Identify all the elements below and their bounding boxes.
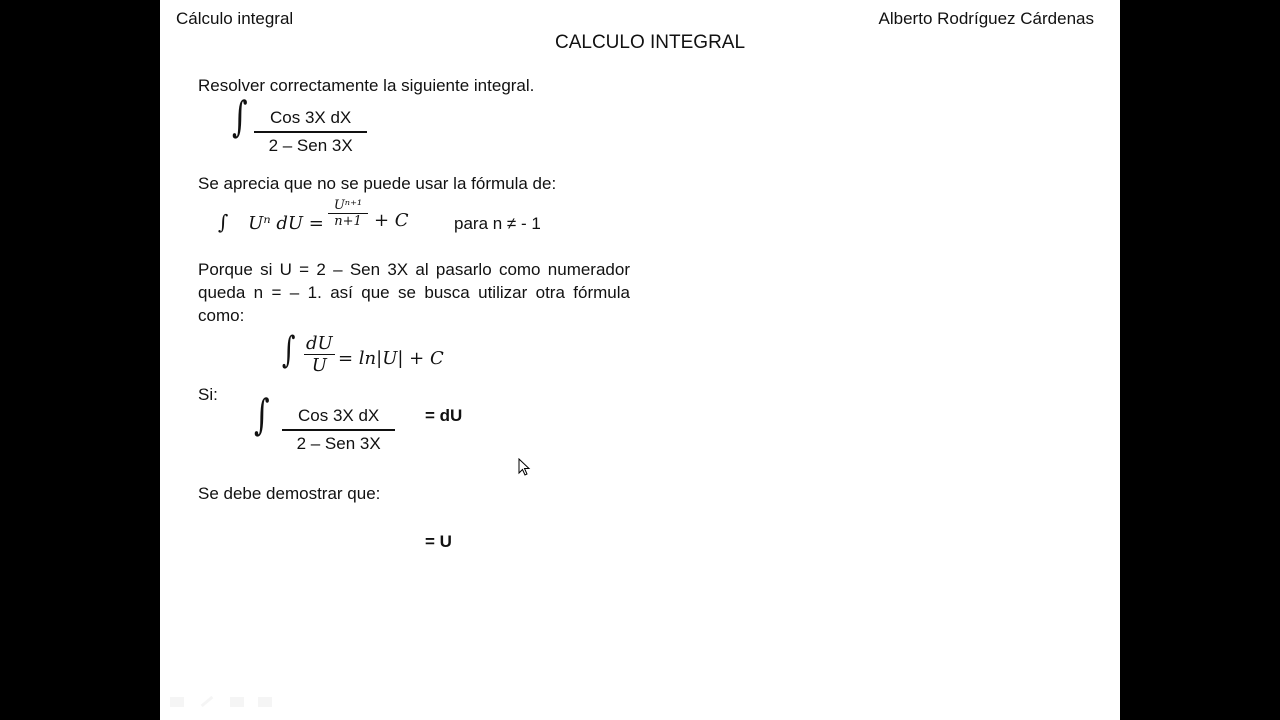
equals-u: = U xyxy=(425,532,452,551)
pen-icon[interactable] xyxy=(201,696,214,707)
integral-sign: ∫ xyxy=(232,93,248,142)
integral-fraction xyxy=(254,108,367,156)
integral-sign: ∫ xyxy=(282,330,296,372)
formula-constant: + C xyxy=(374,210,409,231)
header-right: Alberto Rodríguez Cárdenas xyxy=(878,9,1094,28)
slide xyxy=(160,0,1120,720)
slide-title: CALCULO INTEGRAL xyxy=(555,32,746,53)
denominator: 2 – Sen 3X xyxy=(268,136,353,155)
formula-power-rule: ∫ Uⁿ dU = xyxy=(218,210,324,234)
next-icon[interactable] xyxy=(258,697,272,707)
intro-text: Resolver correctamente la siguiente integral. xyxy=(198,76,535,95)
paragraph-3: Porque si U = 2 – Sen 3X al pasarlo como numerador queda n = – 1. así que se busca utilizar otra fórmula como: xyxy=(198,260,630,325)
paragraph-2: Se aprecia que no se puede usar la fórmula de: xyxy=(198,174,557,193)
power-fraction: Uⁿ⁺¹ n+1 xyxy=(328,198,368,229)
condition-text: para n ≠ - 1 xyxy=(454,214,541,233)
equals-du: = dU xyxy=(425,406,463,425)
previous-icon[interactable] xyxy=(170,697,184,707)
integral-fraction-2 xyxy=(282,406,395,454)
si-label: Si: xyxy=(198,385,218,404)
log-rhs: = ln|U| + C xyxy=(338,348,444,369)
mouse-cursor-icon xyxy=(518,458,532,478)
log-fraction: dU U xyxy=(306,333,333,376)
numerator: Cos 3X dX xyxy=(254,108,367,133)
denominator: 2 – Sen 3X xyxy=(296,434,381,453)
menu-icon[interactable] xyxy=(230,697,244,707)
numerator: Cos 3X dX xyxy=(282,406,395,431)
integral-sign: ∫ xyxy=(254,391,270,440)
paragraph-4: Se debe demostrar que: xyxy=(198,484,381,503)
header-left: Cálculo integral xyxy=(176,9,294,28)
